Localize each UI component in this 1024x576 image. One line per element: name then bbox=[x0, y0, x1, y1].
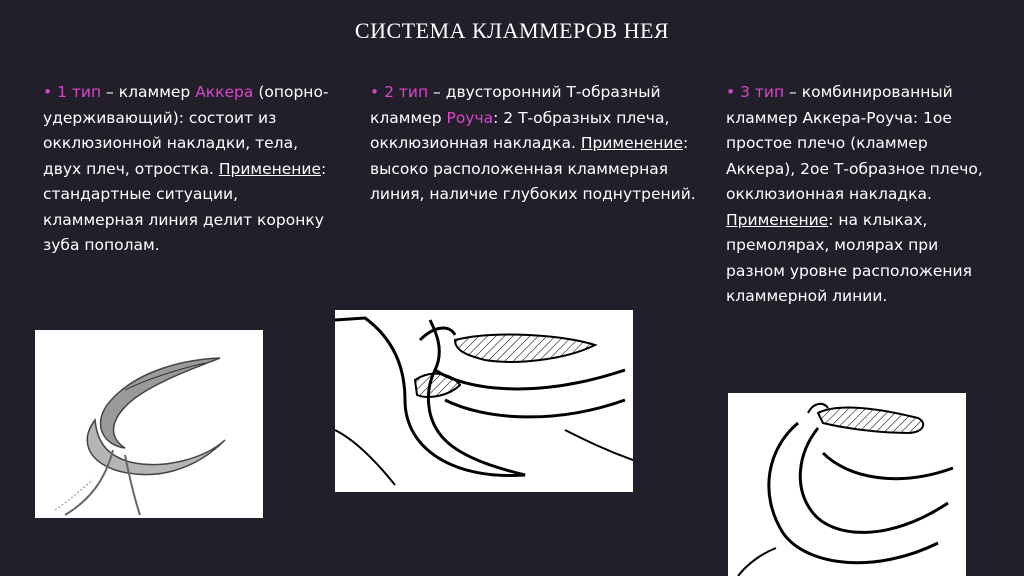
type-intro: – комбинированный кламмер Аккера-Роуча: 1ое простое плечо (кламмер Аккера), 2ое Т-образное плечо, окклюзионная накладка. bbox=[726, 83, 983, 203]
roach-clasp-illustration bbox=[335, 310, 633, 492]
akker-clasp-illustration bbox=[35, 330, 263, 518]
description: : 2 Т-образных плеча, окклюзионная накладка. bbox=[370, 108, 670, 152]
akker-roach-clasp-illustration bbox=[728, 393, 966, 576]
description: (опорно-удерживающий): состоит из окклюзионной накладки, тела, двух плеч, отростка. bbox=[43, 83, 329, 178]
type-label: 2 тип bbox=[384, 83, 429, 101]
type-label: 3 тип bbox=[740, 83, 785, 101]
usage-label: Применение bbox=[580, 134, 684, 152]
bullet: • bbox=[43, 83, 53, 101]
type-label: 1 тип bbox=[57, 83, 102, 101]
roach-clasp-drawing bbox=[335, 310, 633, 492]
type-intro: – двусторонний Т-образный кламмер bbox=[370, 83, 661, 127]
clasp-name: Аккера bbox=[195, 83, 254, 101]
usage-text: : высоко расположенная кламмерная линия, наличие глубоких поднутрений. bbox=[370, 134, 696, 203]
clasp-type-1-text bbox=[43, 80, 333, 259]
clasp-name: Роуча bbox=[446, 108, 494, 127]
slide-title: СИСТЕМА КЛАММЕРОВ НЕЯ bbox=[354, 18, 670, 43]
bullet: • bbox=[370, 83, 380, 101]
bullet: • bbox=[726, 83, 736, 101]
akker-clasp-drawing bbox=[35, 330, 263, 518]
type-intro: – кламмер bbox=[101, 83, 196, 101]
usage-label: Применение bbox=[726, 210, 829, 229]
clasp-type-3-text bbox=[726, 80, 996, 310]
usage-label: Применение bbox=[218, 159, 322, 178]
akker-roach-clasp-drawing bbox=[728, 393, 966, 576]
clasp-type-2-text bbox=[370, 80, 700, 208]
usage-text: : стандартные ситуации, кламмерная линия делит коронку зуба пополам. bbox=[43, 159, 327, 254]
usage-text: : на клыках, премолярах, молярах при разном уровне расположения кламмерной линии. bbox=[726, 210, 972, 305]
